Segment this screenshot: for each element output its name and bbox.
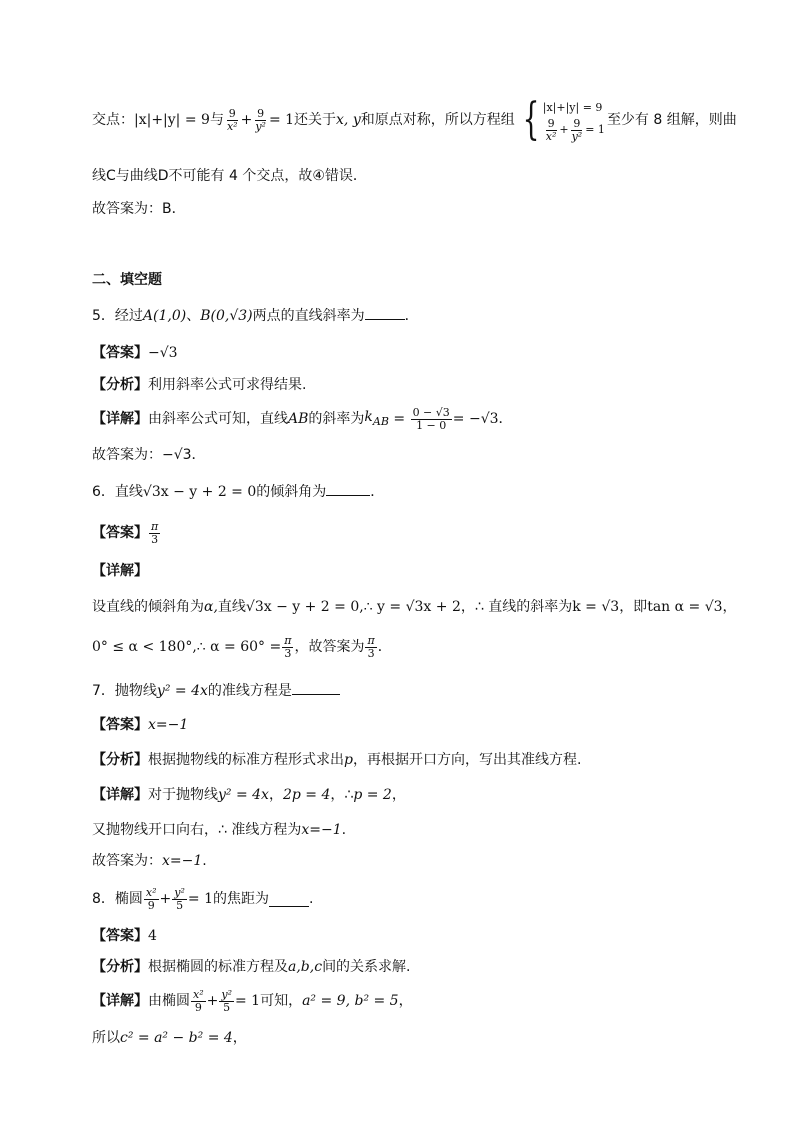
answer-blank — [365, 305, 405, 320]
q6-l1-g: k = √3 — [572, 599, 620, 615]
q7-l2-a: 又 — [92, 822, 106, 838]
question-6 — [92, 481, 384, 502]
q8-answer — [92, 926, 157, 946]
q7-xj-f: ， — [391, 787, 406, 803]
answer-value: −√3 — [148, 345, 178, 361]
q8-xj-b: 可知， — [260, 993, 303, 1009]
answer-tag: 【答案】 — [92, 717, 148, 733]
answer-fraction: $\frac{\pi}{3}$ — [151, 519, 159, 546]
detail-plus: + — [206, 993, 219, 1009]
q6-l1-h: ，即 — [619, 599, 648, 615]
q5-analysis — [92, 375, 306, 395]
q8-detail-line2 — [92, 1028, 247, 1048]
q5-answer — [92, 343, 178, 363]
detail-tag: 【详解】 — [92, 563, 148, 579]
q6-answer — [92, 516, 161, 550]
detail-tag: 【详解】 — [92, 787, 148, 803]
q7-xj-e: p = 2 — [353, 787, 392, 803]
q7-fx-p: p — [344, 752, 353, 768]
q7-final-c: . — [202, 853, 207, 869]
answer-value: 4 — [148, 928, 157, 944]
q7-final-a: 故答案为： — [92, 853, 162, 869]
q8-fx-abc: a,b,c — [288, 959, 323, 975]
line-ab: AB — [288, 411, 309, 427]
answer-value: x=−1 — [148, 717, 189, 733]
q6-fraction-2: $\frac{\pi}{3}$ — [367, 633, 375, 660]
answer-tag: 【答案】 — [92, 525, 148, 541]
q6-detail-line2 — [92, 630, 392, 664]
text-with: 与 — [209, 112, 224, 128]
q5-end: ． — [404, 308, 419, 324]
q5-detail: 【详解】 由斜率公式可知，直线 AB 的斜率为 $k_{AB}$ = $\frac{0 - √3}{1 - 0}$ = −√3 ． — [92, 405, 513, 432]
q7-xj-a: 对于抛物线 — [148, 787, 218, 803]
q8-number: 8．椭圆 — [92, 891, 143, 907]
analysis-tag: 【分析】 — [92, 752, 148, 768]
q7-l2-d: . — [341, 822, 347, 838]
analysis-tag: 【分析】 — [92, 377, 148, 393]
q6-text: 的倾斜角为 — [256, 484, 327, 500]
q7-analysis — [92, 750, 581, 770]
point-a: A(1,0) — [142, 308, 187, 324]
q8-fx-a: 根据椭圆的标准方程及 — [148, 959, 288, 975]
answer-tag: 【答案】 — [92, 928, 148, 944]
q7-fx-b: ，再根据开口方向，写出其准线方程. — [352, 752, 582, 768]
q8-xj-d: ， — [398, 993, 413, 1009]
analysis-text: 利用斜率公式可求得结果. — [148, 377, 307, 393]
detail-text-2: 的斜率为 — [308, 411, 365, 427]
answer-b: 故答案为：B． — [92, 201, 186, 217]
q8-end: . — [309, 891, 314, 907]
q8-l2-a: 所以 — [92, 1030, 120, 1046]
q8-fx-b: 间的关系求解. — [322, 959, 411, 975]
q7-text: 的准线方程是 — [207, 683, 292, 699]
q8-detail — [92, 984, 413, 1018]
q6-detail-tag — [92, 561, 148, 581]
math-abs-eq: |x|+|y| = 9 — [134, 112, 210, 128]
paragraph-conclusion: 线C与曲线D不可能有 4 个交点，故④错误． — [92, 168, 367, 184]
equals-one: = 1 — [187, 891, 213, 907]
q5-final: 故答案为：−√3． — [92, 447, 206, 463]
math-xy: x, y — [336, 112, 361, 128]
question-8 — [92, 882, 313, 916]
q6-number: 6．直线 — [92, 484, 143, 500]
answer-blank — [269, 892, 309, 907]
q8-l2-b: c² = a² − b² = 4 — [120, 1030, 233, 1046]
text-symmetric: 和原点对称，所以方程组 — [360, 112, 515, 128]
q7-xj-d: ，∴ — [330, 787, 354, 803]
q7-detail-line2 — [92, 820, 346, 840]
q6-l1-e: ∴ y = √3x + 2 — [363, 599, 461, 615]
detail-equals-one: = 1 — [234, 993, 261, 1009]
q6-end: ． — [370, 484, 385, 500]
detail-tag: 【详解】 — [92, 993, 148, 1009]
q5-number: 5．经过 — [92, 308, 143, 324]
analysis-tag: 【分析】 — [92, 959, 148, 975]
q5-sep: 、 — [186, 308, 201, 324]
q6-fraction-1: $\frac{\pi}{3}$ — [284, 633, 292, 660]
q6-l1-i: tan α = √3 — [647, 599, 723, 615]
text-at-least: 至少有 8 组解，则曲 — [606, 112, 737, 128]
q6-l2-b: ，故答案为 — [294, 639, 365, 655]
text-also: 还关于 — [294, 112, 337, 128]
answer-tag: 【答案】 — [92, 345, 148, 361]
plus-sign: + — [159, 891, 172, 907]
q8-text: 的焦距为 — [213, 891, 269, 907]
answer-blank — [326, 481, 370, 496]
q7-xj-b: ， — [268, 787, 283, 803]
detail-text: 由斜率公式可知，直线 — [148, 411, 288, 427]
q7-final-b: x=−1 — [162, 853, 203, 869]
slope-fraction: $\frac{0 - √3}{1 - 0}$ — [412, 405, 450, 432]
q7-equation: y² = 4x — [156, 683, 208, 699]
q7-xj-eq: y² = 4x — [218, 787, 269, 803]
q6-equation: √3x − y + 2 = 0 — [142, 484, 257, 500]
q6-detail-line1 — [92, 597, 737, 617]
detail-fraction-x2-over-9: $\frac{\text{x²}}{9}$ — [193, 987, 204, 1014]
fraction-x2-over-9: $\frac{\text{x²}}{9}$ — [145, 885, 157, 912]
q7-xj-c: 2p = 4 — [282, 787, 331, 803]
q6-l1-c: 直线 — [217, 599, 246, 615]
system-row-2: $\frac{9}{\text{x²}}$ + $\frac{9}{\text{y²}}$ = 1 — [545, 116, 605, 143]
point-b: B(0,√3) — [200, 308, 253, 324]
fraction-y2-over-5: $\frac{\text{y²}}{5}$ — [174, 885, 185, 912]
q6-l2-end: ． — [377, 639, 392, 655]
q8-xj-a: 由椭圆 — [148, 993, 190, 1009]
fraction-9-over-x2: $\frac{9}{\text{x²}}$ — [226, 106, 238, 133]
q7-l2-b: 抛物线开口向右，∴ 准线方程为 — [106, 822, 302, 838]
detail-tag: 【详解】 — [92, 411, 148, 427]
answer-blank — [292, 680, 340, 695]
slope-result: = −√3 — [452, 411, 499, 427]
slope-k: $k_{AB}$ — [364, 408, 389, 428]
q6-l1-b: α, — [204, 599, 218, 615]
question-5 — [92, 305, 419, 326]
q7-answer — [92, 715, 188, 735]
paragraph-intersection: 交点： |x|+|y| = 9 与 $\frac{9}{\text{x²}}$ + $\frac{9}{\text{y²}}$ = 1 还关于 x, y 和原点对称，所以方程组 { |x|+|y| = 9 $\frac{9}{\text{x²}}$ + $\frac{9}{\text{y²}}$ = 1 至少有 8 组解，则曲 — [92, 94, 737, 145]
system-row-1: |x|+|y| = 9 — [542, 100, 603, 114]
q6-l1-j: ， — [722, 599, 737, 615]
q7-fx-a: 根据抛物线的标准方程形式求出 — [148, 752, 344, 768]
q5-text: 两点的直线斜率为 — [252, 308, 365, 324]
fraction-9-over-y2: $\frac{9}{\text{y²}}$ — [255, 106, 266, 133]
q6-l1-a: 设直线的倾斜角为 — [92, 599, 204, 615]
q7-l2-c: x=−1 — [301, 822, 342, 838]
q6-l1-d: √3x − y + 2 = 0, — [245, 599, 364, 615]
detail-fraction-y2-over-5: $\frac{\text{y²}}{5}$ — [221, 987, 232, 1014]
q7-detail — [92, 785, 406, 805]
q7-final — [92, 851, 207, 871]
equation-system: { |x|+|y| = 9 $\frac{9}{\text{x²}}$ + $\frac{9}{\text{y²}}$ = 1 — [522, 94, 605, 145]
question-7 — [92, 680, 340, 701]
q7-number: 7．抛物线 — [92, 683, 157, 699]
detail-end: ． — [498, 411, 513, 427]
section-title: 二、填空题 — [92, 272, 162, 288]
q8-analysis — [92, 957, 411, 977]
q8-xj-c: a² = 9, b² = 5 — [302, 993, 399, 1009]
q6-l2-a: 0° ≤ α < 180°,∴ α = 60° = — [92, 639, 282, 655]
q8-l2-c: ， — [232, 1030, 247, 1046]
text-intersection: 交点： — [92, 112, 134, 128]
q6-l1-f: ，∴ 直线的斜率为 — [460, 599, 573, 615]
